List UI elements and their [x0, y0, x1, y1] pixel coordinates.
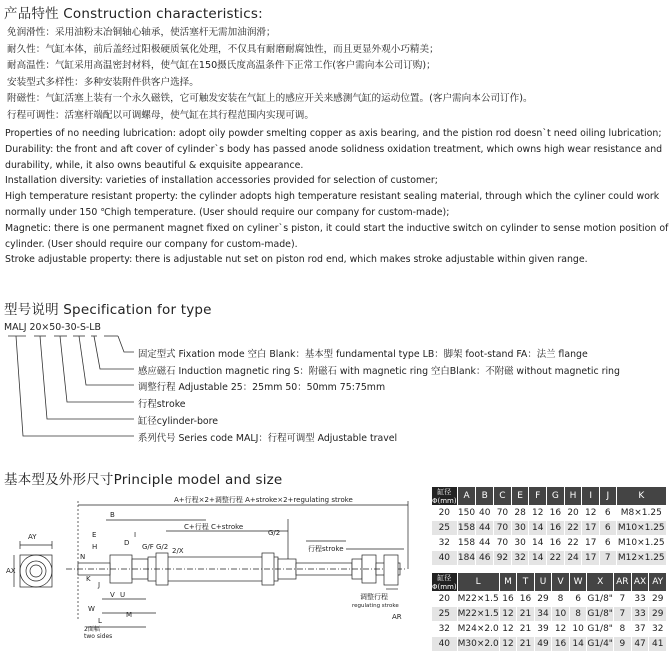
table2-cell: 8	[552, 592, 570, 607]
dim-n: N	[80, 553, 86, 561]
table2-header-cell: 缸径Φ(mm)	[432, 574, 457, 591]
table2-header-cell: T	[517, 573, 535, 592]
table2-cell: 25	[432, 607, 458, 622]
table1-cell: M10×1.25	[616, 536, 666, 551]
table1-header-cell: 缸径Φ(mm)	[432, 488, 457, 505]
construction-en-line: normally under 150 ℃high temperature. (User should require our company for custom-made);	[5, 206, 450, 218]
table2-cell: 8	[613, 622, 631, 637]
table2-cell: 14	[569, 637, 587, 652]
table1-cell: 30	[511, 521, 529, 536]
table1-cell: 46	[476, 551, 494, 566]
construction-en-line: cylinder. (User should require our company for custom-made).	[5, 238, 298, 250]
table1-cell: 16	[547, 536, 565, 551]
table2-cell: 37	[631, 622, 649, 637]
dim-v: V	[110, 591, 115, 599]
construction-en-line: High temperature resistant property: the cylinder adopts high temperature resistant sealing material, through which the cyliner could work	[5, 191, 660, 203]
construction-en-line: Properties of no needing lubrication: adopt oily powder smelting copper as axis bearing, and the pistion rod doesn`t need oiling lubrication;	[5, 128, 662, 139]
table2-header-cell: V	[552, 573, 570, 592]
code-dash2: -	[76, 322, 80, 333]
table1-cell: 24	[564, 551, 582, 566]
dim-g2b: G/2	[268, 529, 281, 537]
spec-item-stroke: 行程stroke	[138, 399, 186, 410]
table1-cell: 6	[600, 521, 617, 536]
table2-cell: M22×1.5	[457, 592, 499, 607]
table2-cell: 8	[569, 607, 587, 622]
table2-cell: 29	[649, 607, 667, 622]
table2-cell: 32	[432, 622, 458, 637]
table1-cell: 12	[582, 506, 600, 521]
table2-cell: 21	[517, 622, 535, 637]
dim-stroke: 行程stroke	[308, 545, 344, 553]
table2-cell: 7	[613, 607, 631, 622]
table2-header-cell: M	[499, 573, 517, 592]
code-magnet: S	[79, 322, 86, 333]
table1-header-cell: E	[511, 487, 529, 506]
table1-cell: 70	[494, 506, 512, 521]
construction-cn-line: 免润滑性：采用油粉末冶铜轴心轴承，使活塞杆无需加油润滑；	[7, 27, 276, 38]
dim-l: L	[98, 617, 102, 625]
construction-en-line: durability, while, it also owns beautiful & exquisite appearance.	[5, 159, 304, 171]
table-row	[432, 521, 667, 536]
table-row	[432, 551, 667, 566]
construction-heading: 产品特性 Construction characteristics:	[4, 6, 263, 22]
table1-cell: 40	[432, 551, 458, 566]
table2-cell: 33	[631, 592, 649, 607]
dim-h: H	[92, 543, 98, 551]
table2-cell: 39	[534, 622, 552, 637]
table2-cell: G1/8"	[587, 622, 614, 637]
table2-cell: 16	[552, 637, 570, 652]
table1-header-cell: H	[564, 487, 582, 506]
dim-ax: AX	[6, 567, 16, 575]
table1-cell: 12	[529, 506, 547, 521]
spec-item-series: 系列代号 Series code MALJ：行程可调型 Adjustable travel	[138, 433, 398, 444]
code-stroke: 50	[49, 322, 62, 333]
table2-header-cell: AY	[649, 573, 667, 592]
table2-cell: 6	[569, 592, 587, 607]
code-adjust: 30	[64, 322, 77, 333]
table2-cell: 10	[569, 622, 587, 637]
table1-cell: 6	[600, 536, 617, 551]
table2-header-cell: AX	[631, 573, 649, 592]
spec-item-magnet: 感应磁石 Induction magnetic ring S：附磁石 with magnetic ring 空白Blank：不附磁 without magnetic ring	[138, 366, 620, 377]
table-row	[432, 622, 667, 637]
construction-cn-line: 耐久性：气缸本体，前后盖经过阳极硬质氧化处理，不仅具有耐磨耐腐蚀性，而且更显外观小巧精美；	[7, 43, 439, 55]
table1-cell: 32	[432, 536, 458, 551]
table1-cell: 17	[582, 521, 600, 536]
dim-regulating: 调整行程	[360, 593, 388, 601]
table1-cell: 25	[432, 521, 458, 536]
dim-i: I	[134, 531, 137, 539]
table1-cell: 16	[547, 521, 565, 536]
table2-cell: 29	[649, 592, 667, 607]
dim-gf: G/F	[142, 543, 154, 551]
table2-cell: G1/8"	[587, 607, 614, 622]
table1-cell: 44	[476, 536, 494, 551]
table1-cell: 14	[529, 536, 547, 551]
table1-cell: 16	[547, 506, 565, 521]
table1-cell: 150	[457, 506, 476, 521]
dim-table-1	[431, 486, 667, 566]
table1-cell: 28	[511, 506, 529, 521]
table2-header-cell: L	[457, 573, 499, 592]
spec-item-mount: 固定型式 Fixation mode 空白 Blank：基本型 fundamental type LB：脚架 foot-stand FA：法兰 flange	[138, 349, 588, 360]
spec-item-adjust: 调整行程 Adjustable 25：25mm 50：50mm 75:75mm	[138, 382, 386, 393]
table2-cell: 12	[499, 622, 517, 637]
table1-header-cell: F	[529, 487, 547, 506]
table2-cell: 41	[649, 637, 667, 652]
dim-d: D	[124, 539, 130, 547]
table2-cell: M30×2.0	[457, 637, 499, 652]
table2-cell: 20	[432, 592, 458, 607]
dim-two-sides: 2面幅	[84, 626, 100, 633]
table1-cell: 14	[529, 551, 547, 566]
table1-cell: 14	[529, 521, 547, 536]
table1-cell: 22	[564, 536, 582, 551]
table-row	[432, 592, 667, 607]
table2-cell: 29	[534, 592, 552, 607]
table2-cell: 10	[552, 607, 570, 622]
dim-regulating-en: regulating stroke	[352, 603, 399, 609]
table1-cell: 17	[582, 536, 600, 551]
table1-cell: 92	[494, 551, 512, 566]
table2-cell: 12	[499, 637, 517, 652]
table1-cell: 40	[476, 506, 494, 521]
dim-e: E	[92, 531, 97, 539]
construction-en-block	[5, 128, 668, 270]
table2-cell: 47	[631, 637, 649, 652]
table1-header-cell: G	[547, 487, 565, 506]
table1-cell: 32	[511, 551, 529, 566]
table2-cell: 21	[517, 607, 535, 622]
table1-cell: 20	[432, 506, 458, 521]
table2-header-cell: AR	[613, 573, 631, 592]
code-series: MALJ	[4, 322, 27, 333]
dim-ar: AR	[392, 613, 402, 621]
table2-header-cell: U	[534, 573, 552, 592]
table2-cell: 49	[534, 637, 552, 652]
construction-cn-line: 安装型式多样性：多种安装附件供客户选择。	[7, 76, 199, 88]
code-mount: LB	[89, 322, 101, 333]
table1-cell: 70	[494, 536, 512, 551]
model-heading: 基本型及外形尺寸Principle model and size	[4, 472, 283, 488]
table1-header-cell: I	[582, 487, 600, 506]
table1-cell: 184	[457, 551, 476, 566]
construction-en-line: Installation diversity: varieties of installation accessories provided for selection of customer;	[5, 175, 438, 187]
table1-cell: M8×1.25	[616, 506, 666, 521]
table2-cell: 16	[517, 592, 535, 607]
construction-cn-line: 耐高温性：气缸采用高温密封材料，使气缸在150摄氏度高温条件下正常工作(客户需向本公司订购)；	[7, 60, 436, 71]
table2-cell: 40	[432, 637, 458, 652]
table1-cell: 20	[564, 506, 582, 521]
table1-cell: 158	[457, 536, 476, 551]
code-bore: 20	[29, 322, 42, 333]
dim-2x: 2/X	[172, 547, 184, 555]
dim-two-sides-en: two sides	[84, 633, 113, 639]
table-row	[432, 637, 667, 652]
table2-cell: M24×2.0	[457, 622, 499, 637]
table1-cell: 7	[600, 551, 617, 566]
construction-en-line: Magnetic: there is one permanent magnet fixed on cyliner`s piston, it could start the inductive switch on cylinder to sense motion position of	[5, 222, 669, 234]
table1-header-cell: B	[476, 487, 494, 506]
table2-cell: 34	[534, 607, 552, 622]
table2-cell: 16	[499, 592, 517, 607]
construction-cn-block	[7, 27, 533, 126]
table1-cell: 22	[564, 521, 582, 536]
table2-cell: G1/4"	[587, 637, 614, 652]
table2-header-cell: W	[569, 573, 587, 592]
code-dash1: -	[61, 322, 65, 333]
table-row	[432, 607, 667, 622]
construction-cn-line: 行程可调性：活塞杆端配以可调螺母，使气缸在其行程范围内实现可调。	[7, 109, 314, 121]
table1-header-cell: A	[457, 487, 476, 506]
table1-header-cell: J	[600, 487, 617, 506]
code-x: ×	[41, 322, 50, 333]
table1-cell: 30	[511, 536, 529, 551]
table1-header-cell: C	[494, 487, 512, 506]
table2-cell: 21	[517, 637, 535, 652]
table1-cell: M10×1.25	[616, 521, 666, 536]
spec-heading: 型号说明 Specification for type	[4, 302, 212, 318]
table-row	[432, 506, 667, 521]
table2-cell: G1/8"	[587, 592, 614, 607]
table1-cell: 158	[457, 521, 476, 536]
table1-cell: 22	[547, 551, 565, 566]
construction-cn-line: 附磁性：气缸活塞上装有一个永久磁铁，它可触发安装在气缸上的感应开关来感测气缸的运动位置。(客户需向本公司订作)。	[7, 93, 533, 104]
construction-en-line: Durability: the front and aft cover of cylinder`s body has passed anode solidness oxidation treatment, which owns high wear resistance and	[5, 143, 663, 155]
table1-cell: 70	[494, 521, 512, 536]
dim-m: M	[126, 611, 133, 619]
dim-w: W	[88, 605, 95, 613]
table1-cell: 17	[582, 551, 600, 566]
table2-cell: 32	[649, 622, 667, 637]
dim-table-2	[431, 572, 667, 652]
table1-header-cell: K	[616, 487, 666, 506]
dim-u: U	[120, 591, 126, 599]
cylinder-drawing	[6, 489, 425, 639]
dim-top-label: A+行程×2+调整行程 A+stroke×2+regulating stroke	[174, 496, 353, 504]
table2-cell: M22×1.5	[457, 607, 499, 622]
dim-b: B	[110, 511, 115, 519]
table1-cell: 44	[476, 521, 494, 536]
table-row	[432, 536, 667, 551]
code-dash3: -	[85, 322, 90, 333]
construction-en-line: Stroke adjustable property: there is adjustable nut set on piston rod end, which makes stroke adjustable within given range.	[5, 254, 588, 266]
table2-header-cell: X	[587, 573, 614, 592]
dim-g2: G/2	[156, 543, 169, 551]
spec-item-bore: 缸径cylinder-bore	[138, 416, 219, 427]
dim-j: J	[98, 581, 101, 589]
table1-cell: 6	[600, 506, 617, 521]
dim-ay: AY	[28, 533, 37, 541]
dim-c-stroke: C+行程 C+stroke	[184, 523, 244, 531]
table1-cell: M12×1.25	[616, 551, 666, 566]
table2-cell: 9	[613, 637, 631, 652]
dim-k: K	[86, 575, 91, 583]
table2-cell: 33	[631, 607, 649, 622]
table2-cell: 12	[552, 622, 570, 637]
table2-cell: 7	[613, 592, 631, 607]
table2-cell: 12	[499, 607, 517, 622]
